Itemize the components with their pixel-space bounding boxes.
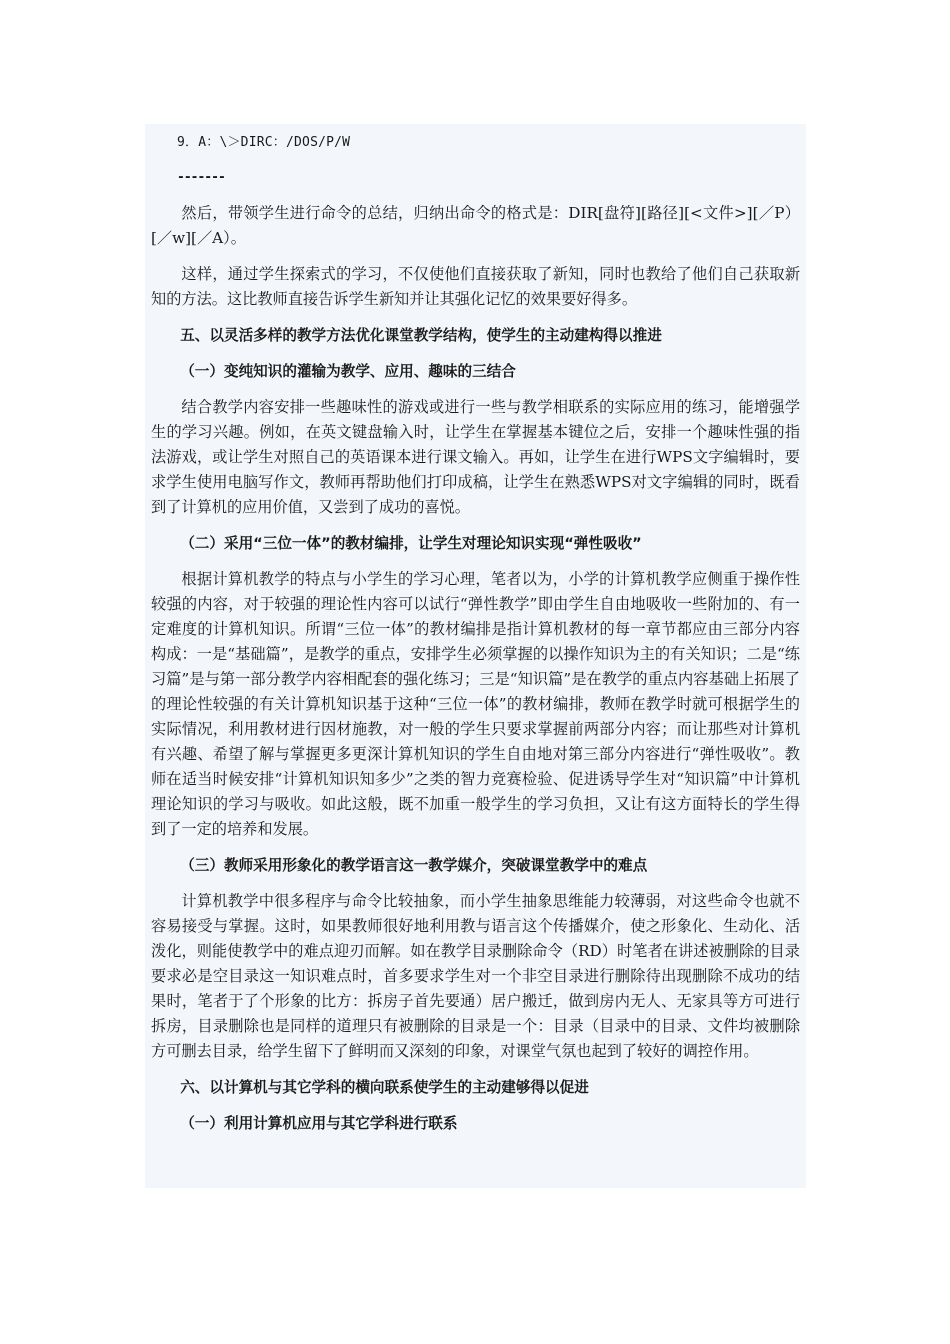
subsection-heading-5-1: （一）变纯知识的灌输为教学、应用、趣味的三结合: [180, 363, 516, 380]
section-heading-6: 六、以计算机与其它学科的横向联系使学生的主动建够得以促进: [180, 1079, 589, 1096]
subsection-heading-6-1: （一）利用计算机应用与其它学科进行联系: [180, 1115, 458, 1132]
paragraph-5-2: 根据计算机教学的特点与小学生的学习心理，笔者以为，小学的计算机教学应侧重于操作性较强的内容，对于较强的理论性内容可以试行“弹性教学”即由学生自由地吸收一些附加的、有一定难度的计算机知识。所谓“三位一体”的教材编排是指计算机教材的每一章节都应由三部分内容构成：一是“基础篇”，是教学的重点，安排学生必须掌握的以操作知识为主的有关知识；二是“练习篇”是与第一部分教学内容相配套的强化练习；三是“知识篇”是在教学的重点内容基础上拓展了的理论性较强的有关计算机知识基于这种“三位一体”的教材编排，教师在教学时就可根据学生的实际情况，利用教材进行因材施教，对一般的学生只要求掌握前两部分内容；而让那些对计算机有兴趣、希望了解与掌握更多更深计算机知识的学生自由地对第三部分内容进行“弹性吸收”。教师在适当时候安排“计算机知识知多少”之类的智力竞赛检验、促进诱导学生对“知识篇”中计算机理论知识的学习与吸收。如此这般，既不加重一般学生的学习负担，又让有这方面特长的学生得到了一定的培养和发展。: [151, 570, 800, 838]
paragraph-5-3: 计算机教学中很多程序与命令比较抽象，而小学生抽象思维能力较薄弱，对这些命令也就不容易接受与掌握。这时，如果教师很好地利用教与语言这个传播媒介，使之形象化、生动化、活泼化，则能使教学中的难点迎刃而解。如在教学目录删除命令（RD）时笔者在讲述被删除的目录要求必是空目录这一知识难点时，首多要求学生对一个非空目录进行删除待出现删除不成功的结果时，笔者于了个形象的比方：拆房子首先要通）居户搬迁，做到房内无人、无家具等方可进行拆房，目录删除也是同样的道理只有被删除的目录是一个：目录（目录中的目录、文件均被删除方可删去目录，给学生留下了鲜明而又深刻的印象，对课堂气氛也起到了较好的调控作用。: [151, 892, 800, 1060]
command-example-line: 9．A：\＞DIRC：/DOS/P/W: [177, 135, 351, 150]
paragraph-command-summary: 然后，带领学生进行命令的总结，归纳出命令的格式是：DIR[盘符][路径][<文件>][／P）[／w][／A）。: [151, 204, 800, 247]
paragraph-exploration: 这样，通过学生探索式的学习，不仅使他们直接获取了新知，同时也教给了他们自己获取新知的方法。这比教师直接告诉学生新知并让其强化记忆的效果要好得多。: [151, 265, 800, 308]
section-heading-5: 五、以灵活多样的教学方法优化课堂教学结构，使学生的主动建构得以推进: [180, 327, 662, 344]
subsection-heading-5-2: （二）采用“三位一体”的教材编排，让学生对理论知识实现“弹性吸收”: [180, 535, 642, 552]
subsection-heading-5-3: （三）教师采用形象化的教学语言这一教学媒介，突破课堂教学中的难点: [180, 857, 648, 874]
paragraph-5-1: 结合教学内容安排一些趣味性的游戏或进行一些与教学相联系的实际应用的练习，能增强学生的学习兴趣。例如，在英文键盘输入时，让学生在掌握基本键位之后，安排一个趣味性强的指法游戏，或让学生对照自己的英语课本进行课文输入。再如，让学生在进行WPS文字编辑时，要求学生使用电脑写作文，教师再帮助他们打印成稿，让学生在熟悉WPS对文字编辑的同时，既看到了计算机的应用价值，又尝到了成功的喜悦。: [151, 398, 800, 516]
article-body: [145, 124, 806, 1188]
separator-dashes: -------: [177, 170, 225, 185]
